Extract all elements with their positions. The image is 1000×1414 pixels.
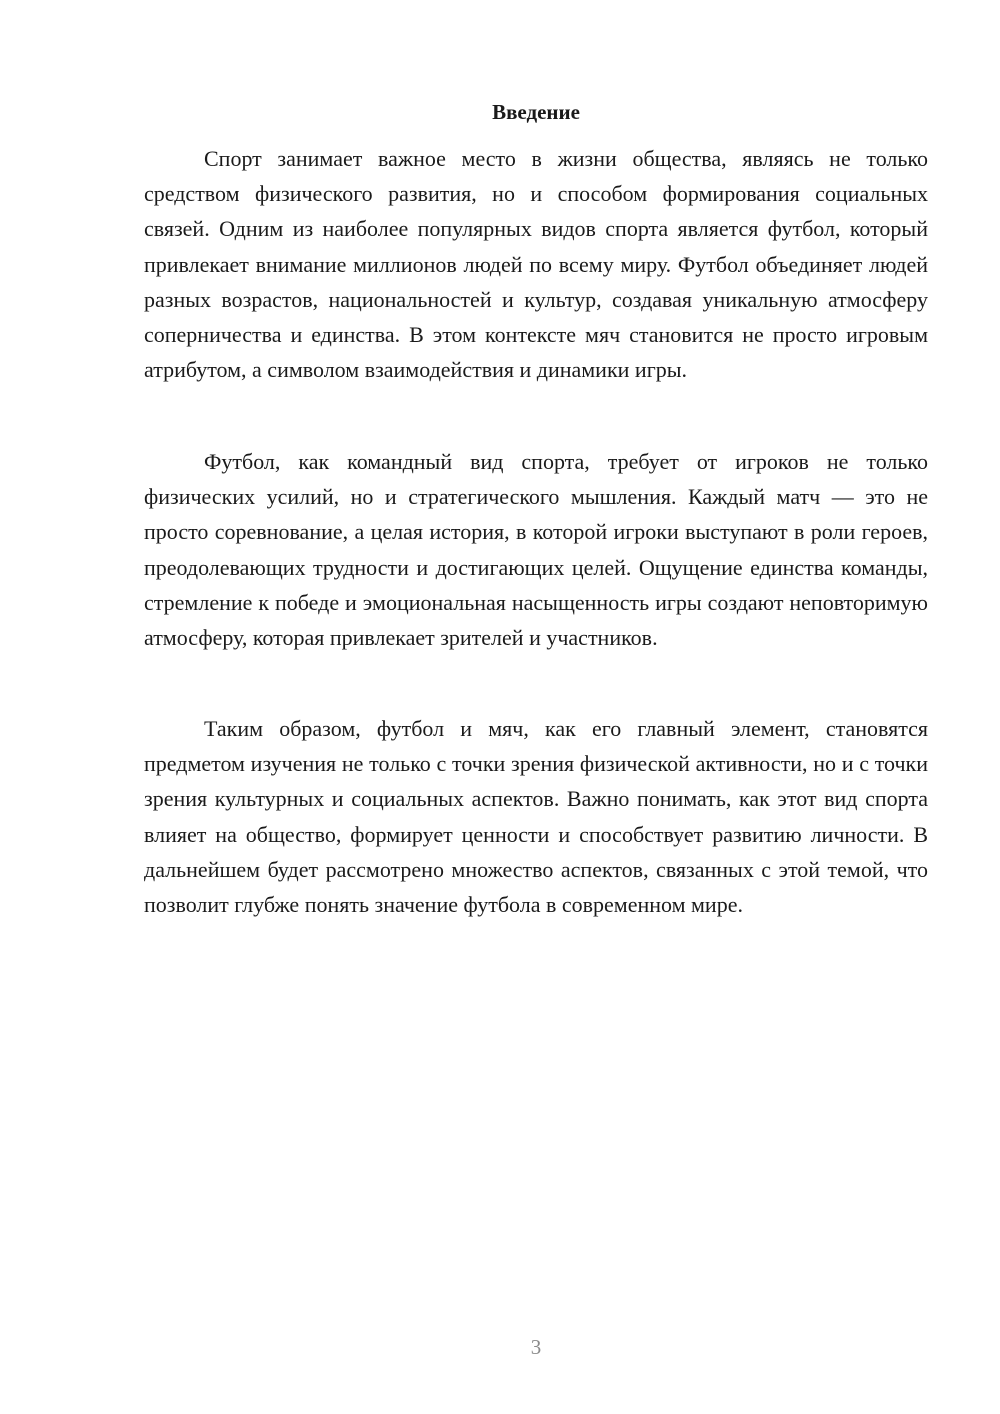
paragraph-3: Таким образом, футбол и мяч, как его главный элемент, становятся предметом изучения не только с точки зрения физической активности, но и с точки зрения культурных и социальных аспектов. Важно понимать, как этот вид спорта влияет на общество, формирует ценности и способствует развитию личности. В дальнейшем будет рассмотрено множество аспектов, связанных с этой темой, что позволит глубже понять значение футбола в современном мире. [144,716,928,918]
page-number: 3 [530,1335,542,1359]
section-title: Введение [492,100,580,124]
paragraph-1: Спорт занимает важное место в жизни общества, являясь не только средством физического развития, но и способом формирования социальных связей. Одним из наиболее популярных видов спорта является футбол, который привлекает внимание миллионов людей по всему миру. Футбол объединяет людей разных возрастов, национальностей и культур, создавая уникальную атмосферу соперничества и единства. В этом контексте мяч становится не просто игровым атрибутом, а символом взаимодействия и динамики игры. [144,146,928,383]
paragraph-2: Футбол, как командный вид спорта, требует от игроков не только физических усилий, но и стратегического мышления. Каждый матч — это не просто соревнование, а целая история, в которой игроки выступают в роли героев, преодолевающих трудности и достигающих целей. Ощущение единства команды, стремление к победе и эмоциональная насыщенность игры создают неповторимую атмосферу, которая привлекает зрителей и участников. [144,449,928,651]
